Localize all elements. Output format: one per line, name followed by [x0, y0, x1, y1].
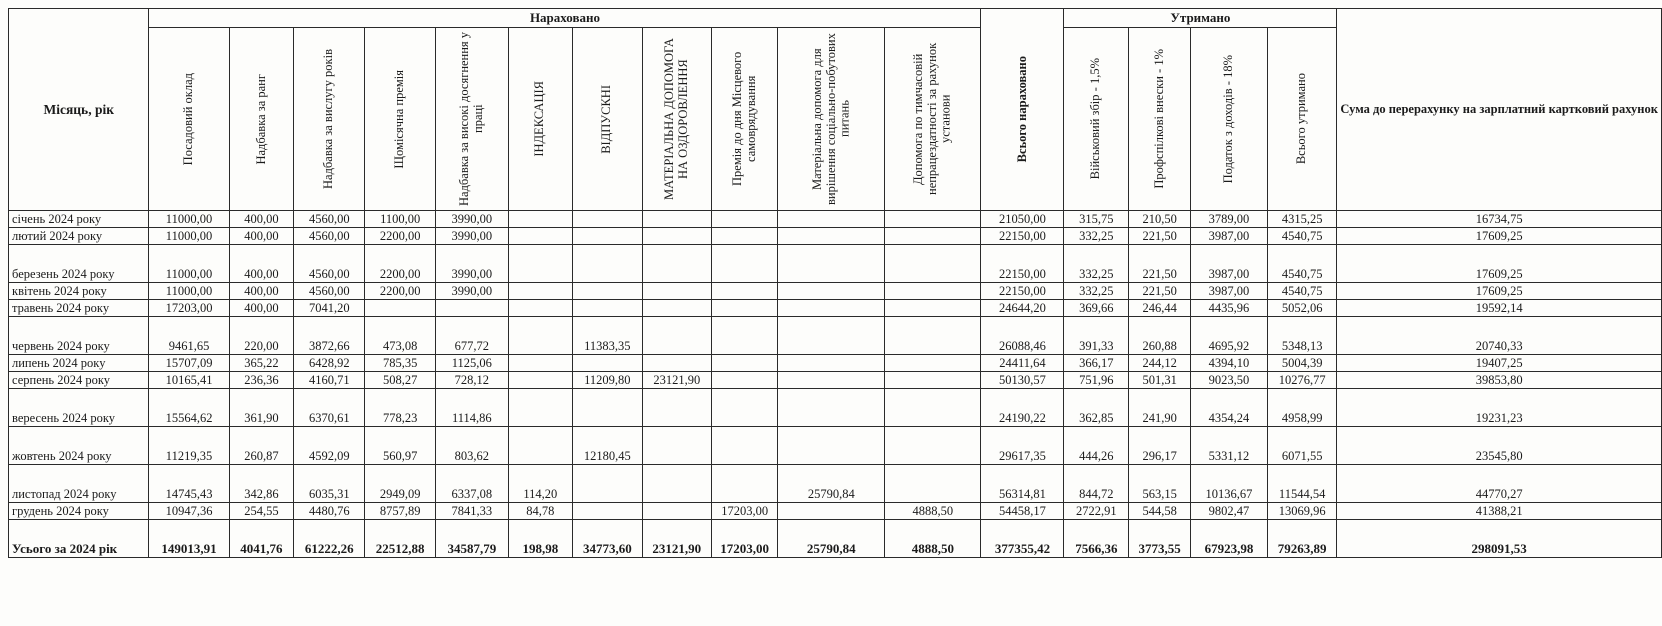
union-fees-cell: 544,58	[1129, 503, 1191, 520]
local-gov-bonus-cell	[711, 228, 777, 245]
military-levy-header	[1064, 28, 1129, 211]
total-withheld-cell: 5052,06	[1267, 300, 1336, 317]
month-cell: липень 2024 року	[9, 355, 149, 372]
rank-bonus-label: Надбавка за ранг	[253, 73, 268, 165]
seniority-bonus-header	[294, 28, 365, 211]
union-fees-cell: 241,90	[1129, 389, 1191, 427]
vacation-cell	[573, 228, 642, 245]
total-accrued-cell: 377355,42	[981, 520, 1064, 558]
military-levy-cell: 369,66	[1064, 300, 1129, 317]
monthly-bonus-cell: 508,27	[365, 372, 436, 389]
sick-aid-cell	[885, 211, 981, 228]
union-fees-cell: 296,17	[1129, 427, 1191, 465]
social-aid-cell	[778, 283, 885, 300]
military-levy-cell: 7566,36	[1064, 520, 1129, 558]
net-total-cell: 19592,14	[1337, 300, 1662, 317]
social-aid-cell	[778, 503, 885, 520]
union-fees-cell: 244,12	[1129, 355, 1191, 372]
social-aid-cell	[778, 300, 885, 317]
indexation-label: ІНДЕКСАЦІЯ	[532, 81, 547, 157]
health-aid-cell	[642, 427, 711, 465]
indexation-cell	[508, 300, 573, 317]
indexation-cell	[508, 372, 573, 389]
month-cell: квітень 2024 року	[9, 283, 149, 300]
table-row	[9, 389, 1662, 427]
union-fees-header	[1129, 28, 1191, 211]
union-fees-cell: 563,15	[1129, 465, 1191, 503]
total-accrued-cell: 24190,22	[981, 389, 1064, 427]
income-tax-cell: 4435,96	[1191, 300, 1268, 317]
social-aid-cell	[778, 211, 885, 228]
military-levy-label: Військовий збір - 1,5%	[1088, 58, 1103, 180]
sick-aid-header	[885, 28, 981, 211]
withheld-group-header: Утримано	[1064, 9, 1337, 28]
health-aid-cell: 23121,90	[642, 372, 711, 389]
health-aid-cell	[642, 355, 711, 372]
sick-aid-cell	[885, 283, 981, 300]
total-withheld-cell: 11544,54	[1267, 465, 1336, 503]
indexation-cell	[508, 245, 573, 283]
vacation-cell: 12180,45	[573, 427, 642, 465]
month-column-header: Місяць, рік	[9, 9, 149, 211]
net-total-cell: 20740,33	[1337, 317, 1662, 355]
income-tax-cell: 3789,00	[1191, 211, 1268, 228]
vacation-cell	[573, 465, 642, 503]
achievement-bonus-cell: 1114,86	[436, 389, 508, 427]
rank-bonus-cell: 400,00	[229, 245, 294, 283]
total-accrued-cell: 54458,17	[981, 503, 1064, 520]
base-salary-cell: 11000,00	[149, 211, 229, 228]
table-row	[9, 211, 1662, 228]
seniority-bonus-cell: 61222,26	[294, 520, 365, 558]
total-withheld-label: Всього утримано	[1294, 73, 1309, 165]
sick-aid-cell: 4888,50	[885, 503, 981, 520]
seniority-bonus-cell: 4560,00	[294, 245, 365, 283]
total-accrued-cell: 29617,35	[981, 427, 1064, 465]
health-aid-cell	[642, 300, 711, 317]
month-cell: грудень 2024 року	[9, 503, 149, 520]
total-accrued-cell: 21050,00	[981, 211, 1064, 228]
total-accrued-label: Всього нараховано	[1014, 56, 1029, 163]
total-accrued-cell: 22150,00	[981, 228, 1064, 245]
local-gov-bonus-cell	[711, 317, 777, 355]
military-levy-cell: 2722,91	[1064, 503, 1129, 520]
social-aid-cell	[778, 355, 885, 372]
seniority-bonus-cell: 4560,00	[294, 228, 365, 245]
net-total-cell: 298091,53	[1337, 520, 1662, 558]
achievement-bonus-cell: 3990,00	[436, 228, 508, 245]
base-salary-cell: 14745,43	[149, 465, 229, 503]
union-fees-cell: 501,31	[1129, 372, 1191, 389]
health-aid-cell	[642, 211, 711, 228]
indexation-cell: 84,78	[508, 503, 573, 520]
achievement-bonus-cell: 803,62	[436, 427, 508, 465]
sick-aid-cell	[885, 355, 981, 372]
social-aid-cell: 25790,84	[778, 465, 885, 503]
vacation-cell: 11383,35	[573, 317, 642, 355]
base-salary-cell: 11219,35	[149, 427, 229, 465]
base-salary-label: Посадовий оклад	[181, 72, 196, 166]
table-row	[9, 245, 1662, 283]
base-salary-cell: 149013,91	[149, 520, 229, 558]
monthly-bonus-cell	[365, 300, 436, 317]
monthly-bonus-cell: 473,08	[365, 317, 436, 355]
sick-aid-cell	[885, 465, 981, 503]
base-salary-header	[149, 28, 229, 211]
month-cell: травень 2024 року	[9, 300, 149, 317]
seniority-bonus-cell: 4560,00	[294, 211, 365, 228]
table-row	[9, 283, 1662, 300]
vacation-cell	[573, 355, 642, 372]
military-levy-cell: 844,72	[1064, 465, 1129, 503]
month-cell: листопад 2024 року	[9, 465, 149, 503]
union-fees-label: Профспілкові внески - 1%	[1151, 49, 1166, 189]
health-aid-cell: 23121,90	[642, 520, 711, 558]
union-fees-cell: 221,50	[1129, 245, 1191, 283]
base-salary-cell: 10165,41	[149, 372, 229, 389]
achievement-bonus-cell: 1125,06	[436, 355, 508, 372]
sick-aid-cell	[885, 372, 981, 389]
military-levy-cell: 332,25	[1064, 283, 1129, 300]
health-aid-cell	[642, 465, 711, 503]
vacation-cell: 34773,60	[573, 520, 642, 558]
monthly-bonus-cell: 1100,00	[365, 211, 436, 228]
sick-aid-cell	[885, 228, 981, 245]
vacation-cell	[573, 283, 642, 300]
indexation-cell: 114,20	[508, 465, 573, 503]
table-row	[9, 317, 1662, 355]
net-total-cell: 19407,25	[1337, 355, 1662, 372]
military-levy-cell: 315,75	[1064, 211, 1129, 228]
health-aid-cell	[642, 283, 711, 300]
union-fees-cell: 210,50	[1129, 211, 1191, 228]
total-withheld-cell: 4540,75	[1267, 245, 1336, 283]
monthly-bonus-cell: 2949,09	[365, 465, 436, 503]
indexation-cell	[508, 283, 573, 300]
base-salary-cell: 15707,09	[149, 355, 229, 372]
rank-bonus-cell: 361,90	[229, 389, 294, 427]
total-withheld-cell: 10276,77	[1267, 372, 1336, 389]
indexation-cell	[508, 211, 573, 228]
achievement-bonus-cell: 34587,79	[436, 520, 508, 558]
income-tax-cell: 9802,47	[1191, 503, 1268, 520]
indexation-header	[508, 28, 573, 211]
total-withheld-cell: 5004,39	[1267, 355, 1336, 372]
achievement-bonus-cell: 677,72	[436, 317, 508, 355]
sick-aid-cell	[885, 389, 981, 427]
vacation-cell	[573, 245, 642, 283]
monthly-bonus-cell: 560,97	[365, 427, 436, 465]
total-accrued-cell: 50130,57	[981, 372, 1064, 389]
local-gov-bonus-cell	[711, 300, 777, 317]
indexation-cell	[508, 355, 573, 372]
sick-aid-label: Допомога по тимчасовій непрацездатності за рахунок установи	[911, 42, 953, 196]
health-aid-header	[642, 28, 711, 211]
seniority-bonus-cell: 4480,76	[294, 503, 365, 520]
social-aid-label: Матеріальна допомога для вирішення соціально-побутових питань	[809, 33, 852, 205]
income-tax-cell: 4695,92	[1191, 317, 1268, 355]
military-levy-cell: 362,85	[1064, 389, 1129, 427]
base-salary-cell: 15564,62	[149, 389, 229, 427]
union-fees-cell: 3773,55	[1129, 520, 1191, 558]
total-accrued-cell: 24411,64	[981, 355, 1064, 372]
vacation-cell	[573, 300, 642, 317]
base-salary-cell: 11000,00	[149, 245, 229, 283]
income-tax-cell: 3987,00	[1191, 283, 1268, 300]
month-cell: жовтень 2024 року	[9, 427, 149, 465]
social-aid-cell: 25790,84	[778, 520, 885, 558]
month-cell: березень 2024 року	[9, 245, 149, 283]
achievement-bonus-cell: 7841,33	[436, 503, 508, 520]
monthly-bonus-header	[365, 28, 436, 211]
income-tax-cell: 9023,50	[1191, 372, 1268, 389]
monthly-bonus-cell: 8757,89	[365, 503, 436, 520]
income-tax-cell: 3987,00	[1191, 228, 1268, 245]
vacation-cell: 11209,80	[573, 372, 642, 389]
month-cell: серпень 2024 року	[9, 372, 149, 389]
local-gov-bonus-cell	[711, 427, 777, 465]
local-gov-bonus-label: Премія до дня Місцевого самоврядування	[729, 51, 758, 187]
sick-aid-cell: 4888,50	[885, 520, 981, 558]
table-row	[9, 300, 1662, 317]
sick-aid-cell	[885, 427, 981, 465]
seniority-bonus-cell: 7041,20	[294, 300, 365, 317]
net-total-cell: 16734,75	[1337, 211, 1662, 228]
indexation-cell: 198,98	[508, 520, 573, 558]
seniority-bonus-cell: 3872,66	[294, 317, 365, 355]
header-group-row	[9, 9, 1662, 28]
health-aid-cell	[642, 228, 711, 245]
income-tax-cell: 3987,00	[1191, 245, 1268, 283]
rank-bonus-cell: 260,87	[229, 427, 294, 465]
seniority-bonus-cell: 6428,92	[294, 355, 365, 372]
achievement-bonus-cell: 728,12	[436, 372, 508, 389]
military-levy-cell: 751,96	[1064, 372, 1129, 389]
health-aid-cell	[642, 389, 711, 427]
net-total-cell: 39853,80	[1337, 372, 1662, 389]
vacation-label: ВІДПУСКНІ	[599, 84, 614, 154]
net-total-header: Сума до перерахунку на зарплатний картковий рахунок	[1337, 9, 1662, 211]
total-withheld-cell: 4540,75	[1267, 283, 1336, 300]
seniority-bonus-cell: 6370,61	[294, 389, 365, 427]
achievement-bonus-cell: 3990,00	[436, 283, 508, 300]
rank-bonus-cell: 342,86	[229, 465, 294, 503]
local-gov-bonus-cell	[711, 389, 777, 427]
health-aid-cell	[642, 317, 711, 355]
achievement-bonus-cell	[436, 300, 508, 317]
seniority-bonus-cell: 6035,31	[294, 465, 365, 503]
total-accrued-cell: 56314,81	[981, 465, 1064, 503]
table-row	[9, 355, 1662, 372]
net-total-cell: 17609,25	[1337, 245, 1662, 283]
union-fees-cell: 221,50	[1129, 283, 1191, 300]
local-gov-bonus-cell: 17203,00	[711, 503, 777, 520]
seniority-bonus-label: Надбавка за вислугу років	[321, 49, 336, 189]
monthly-bonus-cell: 778,23	[365, 389, 436, 427]
achievement-bonus-cell: 6337,08	[436, 465, 508, 503]
month-cell: січень 2024 року	[9, 211, 149, 228]
month-cell: червень 2024 року	[9, 317, 149, 355]
rank-bonus-cell: 4041,76	[229, 520, 294, 558]
table-row	[9, 503, 1662, 520]
table-row	[9, 372, 1662, 389]
social-aid-cell	[778, 228, 885, 245]
military-levy-cell: 444,26	[1064, 427, 1129, 465]
table-row	[9, 427, 1662, 465]
base-salary-cell: 9461,65	[149, 317, 229, 355]
base-salary-cell: 10947,36	[149, 503, 229, 520]
rank-bonus-cell: 365,22	[229, 355, 294, 372]
monthly-bonus-label: Щомісячна премія	[392, 69, 407, 169]
local-gov-bonus-cell	[711, 245, 777, 283]
social-aid-cell	[778, 245, 885, 283]
local-gov-bonus-cell	[711, 283, 777, 300]
vacation-cell	[573, 211, 642, 228]
net-total-cell: 17609,25	[1337, 228, 1662, 245]
month-cell: Усього за 2024 рік	[9, 520, 149, 558]
rank-bonus-cell: 400,00	[229, 283, 294, 300]
total-withheld-header	[1267, 28, 1336, 211]
rank-bonus-cell: 400,00	[229, 228, 294, 245]
social-aid-cell	[778, 427, 885, 465]
income-tax-cell: 67923,98	[1191, 520, 1268, 558]
net-total-cell: 19231,23	[1337, 389, 1662, 427]
health-aid-label: МАТЕРІАЛЬНА ДОПОМОГА НА ОЗДОРОВЛЕННЯ	[662, 38, 690, 200]
local-gov-bonus-cell	[711, 372, 777, 389]
accrued-group-header: Нараховано	[149, 9, 981, 28]
income-tax-header	[1191, 28, 1268, 211]
military-levy-cell: 332,25	[1064, 245, 1129, 283]
net-total-cell: 23545,80	[1337, 427, 1662, 465]
rank-bonus-cell: 400,00	[229, 300, 294, 317]
indexation-cell	[508, 427, 573, 465]
total-accrued-cell: 24644,20	[981, 300, 1064, 317]
military-levy-cell: 366,17	[1064, 355, 1129, 372]
rank-bonus-cell: 236,36	[229, 372, 294, 389]
net-total-cell: 41388,21	[1337, 503, 1662, 520]
rank-bonus-cell: 254,55	[229, 503, 294, 520]
base-salary-cell: 11000,00	[149, 228, 229, 245]
achievement-bonus-header	[436, 28, 508, 211]
net-total-cell: 17609,25	[1337, 283, 1662, 300]
local-gov-bonus-header	[711, 28, 777, 211]
indexation-cell	[508, 228, 573, 245]
health-aid-cell	[642, 503, 711, 520]
sick-aid-cell	[885, 245, 981, 283]
monthly-bonus-cell: 2200,00	[365, 228, 436, 245]
local-gov-bonus-cell: 17203,00	[711, 520, 777, 558]
union-fees-cell: 260,88	[1129, 317, 1191, 355]
total-accrued-cell: 22150,00	[981, 245, 1064, 283]
social-aid-cell	[778, 372, 885, 389]
month-cell: лютий 2024 року	[9, 228, 149, 245]
total-withheld-cell: 6071,55	[1267, 427, 1336, 465]
monthly-bonus-cell: 22512,88	[365, 520, 436, 558]
seniority-bonus-cell: 4160,71	[294, 372, 365, 389]
military-levy-cell: 332,25	[1064, 228, 1129, 245]
total-withheld-cell: 4540,75	[1267, 228, 1336, 245]
income-tax-cell: 5331,12	[1191, 427, 1268, 465]
base-salary-cell: 11000,00	[149, 283, 229, 300]
monthly-bonus-cell: 785,35	[365, 355, 436, 372]
social-aid-cell	[778, 389, 885, 427]
seniority-bonus-cell: 4560,00	[294, 283, 365, 300]
social-aid-header	[778, 28, 885, 211]
military-levy-cell: 391,33	[1064, 317, 1129, 355]
payroll-sheet	[8, 8, 1662, 558]
health-aid-cell	[642, 245, 711, 283]
vacation-header	[573, 28, 642, 211]
rank-bonus-cell: 220,00	[229, 317, 294, 355]
total-withheld-cell: 5348,13	[1267, 317, 1336, 355]
seniority-bonus-cell: 4592,09	[294, 427, 365, 465]
table-body	[9, 211, 1662, 558]
total-accrued-cell: 22150,00	[981, 283, 1064, 300]
monthly-bonus-cell: 2200,00	[365, 245, 436, 283]
union-fees-cell: 221,50	[1129, 228, 1191, 245]
achievement-bonus-cell: 3990,00	[436, 211, 508, 228]
vacation-cell	[573, 503, 642, 520]
payroll-table	[8, 8, 1662, 558]
indexation-cell	[508, 389, 573, 427]
total-accrued-header	[981, 9, 1064, 211]
total-row	[9, 520, 1662, 558]
total-accrued-cell: 26088,46	[981, 317, 1064, 355]
rank-bonus-header	[229, 28, 294, 211]
achievement-bonus-label: Надбавка за високі досягнення у праці	[457, 31, 485, 207]
total-withheld-cell: 79263,89	[1267, 520, 1336, 558]
net-total-cell: 44770,27	[1337, 465, 1662, 503]
total-withheld-cell: 4315,25	[1267, 211, 1336, 228]
achievement-bonus-cell: 3990,00	[436, 245, 508, 283]
sick-aid-cell	[885, 300, 981, 317]
local-gov-bonus-cell	[711, 465, 777, 503]
month-cell: вересень 2024 року	[9, 389, 149, 427]
local-gov-bonus-cell	[711, 355, 777, 372]
union-fees-cell: 246,44	[1129, 300, 1191, 317]
total-withheld-cell: 13069,96	[1267, 503, 1336, 520]
income-tax-cell: 4394,10	[1191, 355, 1268, 372]
monthly-bonus-cell: 2200,00	[365, 283, 436, 300]
income-tax-label: Податок з доходів - 18%	[1221, 54, 1236, 184]
local-gov-bonus-cell	[711, 211, 777, 228]
table-row	[9, 228, 1662, 245]
indexation-cell	[508, 317, 573, 355]
income-tax-cell: 4354,24	[1191, 389, 1268, 427]
sick-aid-cell	[885, 317, 981, 355]
base-salary-cell: 17203,00	[149, 300, 229, 317]
income-tax-cell: 10136,67	[1191, 465, 1268, 503]
vacation-cell	[573, 389, 642, 427]
table-row	[9, 465, 1662, 503]
rank-bonus-cell: 400,00	[229, 211, 294, 228]
total-withheld-cell: 4958,99	[1267, 389, 1336, 427]
social-aid-cell	[778, 317, 885, 355]
